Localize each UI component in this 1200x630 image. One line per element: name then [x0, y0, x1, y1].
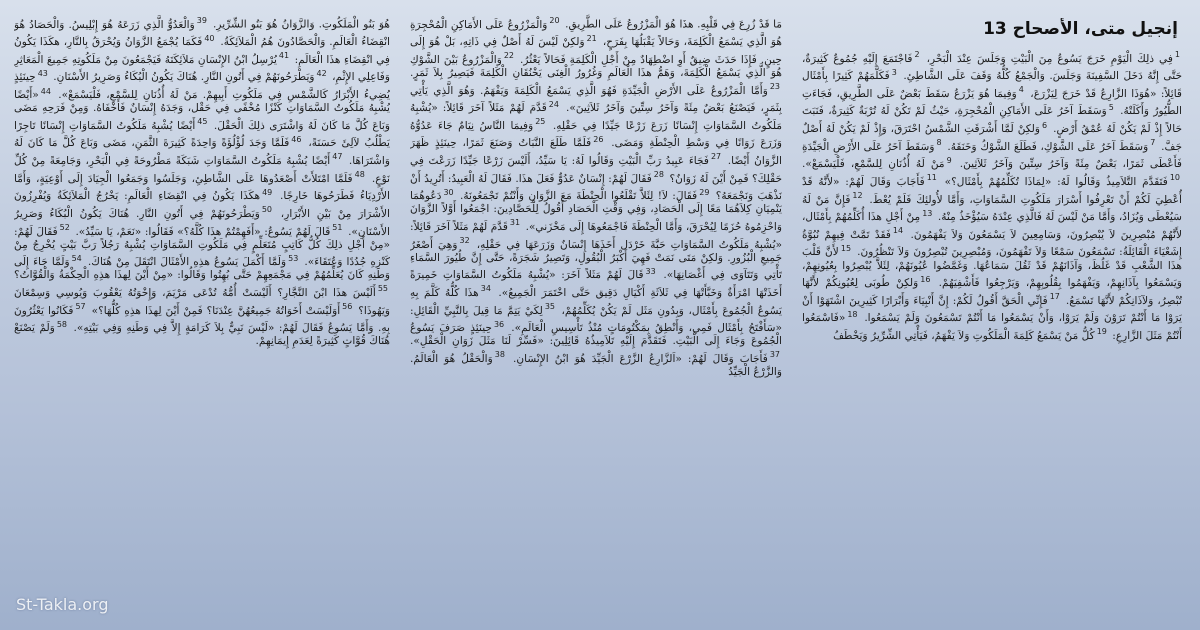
verse-text: فِي ذلِكَ الْيَوْمِ خَرَجَ يَسُوعُ مِنَ الْبَيْتِ وَجَلَسَ عِنْدَ الْبَحْرِ،: [921, 52, 1173, 65]
verse-number: 42: [316, 68, 327, 78]
verse-text: فَكَلَّمَهُمْ كَثِيرًا بِأَمْثَال قَائِلاً: «هُوَذَا الزَّارِعُ قَدْ خَرَجَ لِيَزْرَعَ،: [802, 70, 1182, 100]
verse-text: هُوَ بَنُو الْمَلَكُوتِ. وَالزَّوَانُ هُوَ بَنُو الشِّرِّيرِ.: [208, 18, 390, 31]
verse-text: لِكَيْ يَتِمَّ مَا قِيلَ بِالنَّبِيِّ الْقَائِلِ: «سَأَفْتَحُ بِأَمْثَال فَمِي، وَأَنْطِقُ بِمَكْتُومَاتٍ مُنْذُ تَأْسِيسِ الْعَالَمِ».: [410, 304, 782, 335]
verse-number: 58: [56, 319, 68, 329]
verse-number: 19: [1096, 327, 1107, 337]
verse-number: 26: [593, 134, 604, 144]
verse-text: وَسَقَطَ آخَرُ عَلَى الشَّوْكِ، فَطَلَعَ الشَّوْكُ وَخَنَقَهُ.: [943, 140, 1149, 153]
verse-text: قَدَّمَ لَهُمْ مَثَلاً آخَرَ قَائِلاً: «يُشْبِهُ مَلَكُوتُ السَّمَاوَاتِ حَبَّةَ خَرْدَل أَخَذَهَا إِنْسَانٌ وَزَرَعَهَا فِي حَقْلِهِ،: [410, 220, 782, 251]
verse: [943, 138, 1158, 153]
verse-text: فَإِنَّ مَنْ لَهُ سَيُعْطَى وَيُزَادُ، وَأَمَّا مَنْ لَيْسَ لَهُ فَالَّذِي عِنْدَهُ سَيُؤْخَذُ مِنْهُ.: [802, 193, 1182, 224]
verse-number: 10: [1169, 173, 1181, 183]
verse-text: «أَيْضًا يُشْبِهُ مَلَكُوتُ السَّمَاوَاتِ كَنْزًا مُخْفًى فِي حَقْل، وَجَدَهُ إِنْسَانٌ فَأَخْفَاهُ. وَمِنْ فَرَحِهِ مَضَى وَبَاعَ كُلَّ مَا كَانَ لَهُ وَاشْتَرَى ذلِكَ الْحَقْلَ.: [14, 89, 390, 132]
verse-number: 57: [75, 302, 86, 312]
verse-number: 5: [1108, 102, 1114, 112]
verse-text: كُلُّ مَنْ يَسْمَعُ كَلِمَةَ الْمَلَكُوتِ وَلاَ يَفْهَمُ، فَيَأْتِي الشِّرِّيرُ وَيَخْطَفُ: [833, 330, 1095, 342]
verse-number: 56: [342, 302, 353, 312]
verse-text: وَسَقَطَ آخَرُ عَلَى الأَرْضِ الْجَيِّدَةِ فَأَعْطَى ثَمَرًا، بَعْضٌ مِئَةً وَآخَرُ سِتِّينَ وَآخَرُ ثَلاَثِينَ.: [802, 140, 1182, 171]
verse-number: 34: [480, 284, 491, 294]
verse-text: وَلَمَّا أَكْمَلَ يَسُوعُ هذِهِ الأَمْثَالَ انْتَقَلَ مِنْ هُنَاكَ.: [83, 256, 287, 269]
site-watermark: St-Takla.org: [16, 595, 109, 614]
verse-text: فَكَانُوا يَعْثُرُونَ بِهِ. وَأَمَّا يَسُوعُ فَقَالَ لَهُمْ: «لَيْسَ نَبِيٌّ بِلاَ كَرَامَةٍ إِلاَّ فِي وَطَنِهِ وَفِي بَيْتِهِ».: [14, 304, 390, 335]
verse-number: 55: [377, 284, 388, 294]
verse-number: 49: [262, 187, 273, 197]
verse-text: وَالْمَزْرُوعُ عَلَى الأَمَاكِنِ الْمُحْجِرَةِ هُوَ الَّذِي يَسْمَعُ الْكَلِمَةَ، وَحَالاً يَقْبَلُهَا بِفَرَحٍ،: [410, 18, 782, 49]
verse-text: لأَنَّ قَلْبَ هذَا الشَّعْبِ قَدْ غَلُظَ، وَآذَانَهُمْ قَدْ ثَقُلَ سَمَاعُهَا. وَغَمَّضُوا عُيُونَهُمْ، لِئَلاَّ يُبْصِرُوا بِعُيُونِهِمْ، وَيَسْمَعُوا بِآذَانِهِمْ، وَيَفْهَمُوا بِقُلُوبِهِمْ، وَيَرْجِعُوا فَأَشْفِيَهُمْ.: [802, 246, 1182, 290]
verse-text: أَوَلَيْسَتْ أَخَوَاتُهُ جَمِيعُهُنَّ عِنْدَنَا؟ فَمِنْ أَيْنَ لِهذَا هذِهِ كُلُّهَا؟»: [87, 304, 341, 317]
verse-number: 9: [946, 155, 952, 165]
verse-number: 36: [493, 319, 505, 329]
verse-text: مَنْ لَهُ أُذُنَانِ لِلسَّمْعِ، فَلْيَسْمَعْ».: [802, 158, 945, 171]
verse: [71, 222, 345, 238]
verse-text: قَدَّمَ لَهُمْ مَثَلاً آخَرَ قَائِلاً: «يُشْبِهُ مَلَكُوتُ السَّمَاوَاتِ إِنْسَانًا زَرَعَ زَرْعًا جَيِّدًا فِي حَقْلِهِ.: [410, 102, 782, 132]
verse-text: حِينَئِذٍ صَرَفَ يَسُوعُ الْجُمُوعَ وَجَاءَ إِلَى الْبَيْتِ. فَتَقَدَّمَ إِلَيْهِ تَلاَمِيذُهُ قَائِلِينَ: «فَسِّرْ لَنَا مَثَلَ زَوَانِ الْحَقْلِ».: [410, 322, 782, 348]
verse-number: 54: [71, 253, 82, 263]
verse-number: 18: [847, 309, 858, 319]
verse-number: 11: [926, 173, 937, 183]
verse-number: 48: [354, 170, 365, 180]
verse-text: هكَذَا يَكُونُ فِي انْقِضَاءِ الْعَالَمِ: يَخْرُجُ الْمَلاَئِكَةُ وَيُفْرِزُونَ الأَشْرَارَ مِنْ بَيْنِ الأَبْرَارِ،: [14, 190, 390, 220]
verse-number: 1: [1174, 50, 1181, 59]
verse-number: 24: [548, 99, 559, 109]
verse-number: 4: [1018, 85, 1024, 95]
column-text: [410, 14, 782, 379]
verse-number: 44: [40, 86, 51, 96]
verse-text: وَلكِنْ طُوبَى لِعُيُونِكُمْ لأَنَّهَا تُبْصِرُ، وَلآذَانِكُمْ لأَنَّهَا تَسْمَعُ.: [802, 277, 1182, 307]
verse-text: وَالْعَدُوُّ الَّذِي زَرَعَهُ هُوَ إِبْلِيسُ. وَالْحَصَادُ هُوَ انْقِضَاءُ الْعَالَمِ. وَالْحَصَّادُونَ هُمُ الْمَلاَئِكَةُ.: [14, 18, 390, 49]
verse-number: 35: [544, 302, 555, 312]
verse-text: قَالَ لَهُمْ مَثَلاً آخَرَ: «يُشْبِهُ مَلَكُوتُ السَّمَاوَاتِ خَمِيرَةً أَخَذَتْهَا امْرَأَةٌ وَخَبَّأَتْهَا فِي ثَلاَثَةِ أَكْيَالِ دَقِيق حَتَّى اخْتَمَرَ الْجَمِيعُ».: [410, 269, 782, 299]
verse-number: 31: [509, 218, 521, 228]
verse-text: أَلَيْسَ هذَا ابْنَ النَّجَّارِ؟ أَلَيْسَتْ أُمُّهُ تُدْعَى مَرْيَمَ، وَإِخْوَتُهُ يَعْقُوبَ وَيُوسِي وَسِمْعَانَ وَيَهُوذَا؟: [14, 286, 390, 317]
verse-text: وَيَطْرَحُونَهُمْ فِي أَتُونِ النَّارِ. هُنَاكَ يَكُونُ الْبُكَاءُ وَصَرِيرُ الأَسْنَانِ.: [49, 71, 315, 84]
verse-number: 40: [204, 33, 215, 43]
verse-text: فَقَالَ لَهُمْ: إِنْسَانٌ عَدُوٌّ فَعَلَ هذَا. فَقَالَ لَهُ الْعَبِيدُ: أَتُرِيدُ أَنْ نَذْهَبَ وَنَجْمَعَهُ؟: [410, 172, 782, 203]
verse-text: فَقَالَ لَهُمْ: «مِنْ أَجْلِ ذلِكَ كُلُّ كَاتِبٍ مُتَعَلِّمٍ فِي مَلَكُوتِ السَّمَاوَاتِ يُشْبِهُ رَجُلاً رَبَّ بَيْتٍ يُخْرِجُ مِنْ كَنْزِهِ جُدُدًا وَعُتَقَاءَ».: [14, 225, 390, 269]
verse: [833, 327, 1109, 342]
verse-number: 46: [291, 134, 302, 144]
verse-number: 41: [278, 51, 290, 61]
column-text: [14, 14, 390, 348]
verse: [87, 302, 355, 317]
verse-text: قَالَ لَهُمْ يَسُوعُ: «أَفَهِمْتُمْ هذَا كُلَّهُ؟» فَقَالُوا: «نَعَمْ، يَا سَيِّدُ».: [71, 225, 331, 238]
verse-number: 14: [892, 226, 904, 236]
verse-text: أَيْضًا يُشْبِهُ مَلَكُوتُ السَّمَاوَاتِ شَبَكَةً مَطْرُوحَةً فِي الْبَحْرِ، وَجَامِعَةً مِنْ كُلِّ نَوْعٍ.: [14, 155, 390, 185]
verse-number: 32: [459, 236, 470, 246]
verse-text: وَالْحَقْلُ هُوَ الْعَالَمُ. وَالزَّرْعُ الْجَيِّدُ: [410, 352, 782, 378]
verse-text: فَتَقَدَّمَ التَّلاَمِيذُ وَقَالُوا لَهُ: «لِمَاذَا تُكَلِّمُهُمْ بِأَمْثَال؟»: [938, 175, 1168, 188]
verse-number: 30: [443, 187, 454, 197]
verse: [802, 155, 954, 171]
verse-number: 53: [288, 253, 299, 263]
verse-text: دَعُوهُمَا يَنْمِيَانِ كِلاَهُمَا مَعًا إِلَى الْحَصَادِ، وَفِي وَقْتِ الْحَصَادِ أَقُولُ لِلْحَصَّادِينَ: اجْمَعُوا أَوَّلاً الزَّوَانَ وَاحْزِمُوهُ حُزَمًا لِيُحْرَقَ، وَأَمَّا الْحِنْطَةَ فَاجْمَعُوهَا إِلَى مَخْزَني».: [410, 190, 782, 233]
text-column-left: [14, 14, 390, 622]
verse-number: 15: [840, 243, 852, 253]
verse-text: هذَا كُلُّهُ كَلَّمَ بِهِ يَسُوعُ الْجُمُوعَ بِأَمْثَال، وَبِدُونِ مَثَل لَمْ يَكُنْ يُكَلِّمُهُمْ،: [410, 286, 782, 317]
verse-text: فَلَمَّا وَجَدَ لُؤْلُؤَةً وَاحِدَةً كَثِيرَةَ الثَّمَنِ، مَضَى وَبَاعَ كُلَّ مَا كَانَ لَهُ وَاشْتَرَاهَا.: [14, 137, 390, 167]
verse-text: وَهِيَ أَصْغَرُ جَمِيعِ الْبُزُورِ. وَلكِنْ مَتَى نَمَتْ فَهِيَ أَكْبَرُ الْبُقُولِ، وَتَصِيرُ شَجَرَةً، حَتَّى إِنَّ طُيُورَ السَّمَاءِ تَأْتِي وَتَتَآوَى فِي أَغْصَانِهَا».: [410, 238, 782, 282]
verse: [455, 187, 712, 203]
verse-text: فَأَجَابَ وَقَالَ لَهُمْ: «لأَنَّهُ قَدْ أُعْطِيَ لَكُمْ أَنْ تَعْرِفُوا أَسْرَارَ مَلَكُوتِ السَّمَاوَاتِ، وَأَمَّا لأُولئِكَ فَلَمْ يُعْطَ.: [802, 175, 1182, 206]
column-text: [802, 48, 1182, 343]
verse-number: 52: [59, 222, 70, 232]
verse-text: وَلَمَّا جَاءَ إِلَى وَطَنِهِ كَانَ يُعَلِّمُهُمْ فِي مَجْمَعِهِمْ حَتَّى بُهِتُوا وَقَالُوا: «مِنْ أَيْنَ لِهذَا هذِهِ الْحِكْمَةُ وَالْقُوَّاتُ؟: [14, 256, 390, 282]
text-column-right: [802, 18, 1182, 622]
verse: [209, 19, 390, 31]
verse-text: «فَاسْمَعُوا أَنْتُمْ مَثَلَ الزَّارِعِ:: [802, 312, 1182, 342]
text-column-middle: [410, 14, 782, 622]
verse-text: فَقَدْ تَمَّتْ فِيهِمْ نُبُوَّةُ إِشَعْيَاءَ الْقَائِلَةُ: تَسْمَعُونَ سَمْعًا وَلاَ تَفْهَمُونَ، وَمُبْصِرِينَ تُبْصِرُونَ وَلاَ تَنْظُرُونَ.: [802, 228, 1182, 259]
verse-text: وَلكِنْ لَيْسَ لَهُ أَصْلٌ فِي ذَاتِهِ، بَلْ هُوَ إِلَى حِينٍ. فَإِذَا حَدَثَ ضِيقٌ أَوِ اضْطِهَادٌ مِنْ أَجْلِ الْكَلِمَةِ فَحَالاً يَعْثُرُ.: [410, 36, 782, 66]
verse-number: 43: [37, 68, 48, 78]
verse-number: 21: [586, 33, 597, 43]
verse-number: 37: [769, 350, 780, 360]
verse-text: وَسَقَطَ آخَرُ عَلَى الأَمَاكِنِ الْمُحْجِرَةِ، حَيْثُ لَمْ تَكُنْ لَهُ تُرْبَةٌ كَثِيرَةٌ، فَنَبَتَ حَالاً إِذْ لَمْ يَكُنْ لَهُ عُمْقُ أَرْضٍ.: [802, 105, 1182, 136]
verse-number: 22: [503, 51, 515, 61]
verse-text: يُرْسِلُ ابْنُ الإِنْسَانِ مَلاَئِكَتَهُ فَيَجْمَعُونَ مِنْ مَلَكُوتِهِ جَمِيعَ الْمَعَاثِرِ وَفَاعِلِي الإِثْمِ،: [14, 53, 390, 84]
verse-number: 8: [936, 138, 942, 148]
verse: [506, 350, 782, 365]
verse-text: فَاجْتَمَعَ إِلَيْهِ جُمُوعٌ كَثِيرَةٌ، حَتَّى إِنَّهُ دَخَلَ السَّفِينَةَ وَجَلَسَ. وَالْجَمْعُ كُلُّهُ وَقَفَ عَلَى الشَّاطِئِ.: [802, 52, 1182, 83]
verse-number: 33: [645, 266, 656, 276]
verse-text: وَلكِنْ لَمَّا أَشْرَقَتِ الشَّمْسُ احْتَرَقَ، وَإِذْ لَمْ يَكُنْ لَهُ أَصْلٌ جَفَّ.: [802, 123, 1182, 153]
verse-text: فَإِنِّي الْحَقَّ أَقُولُ لَكُمْ: إِنَّ أَنْبِيَاءَ وَأَبْرَارًا كَثِيرِينَ اشْتَهَوْا أَنْ يَرَوْا مَا أَنْتُمْ تَرَوْنَ وَلَمْ يَرَوْا، وَأَنْ يَسْمَعُوا مَا أَنْتُمْ تَسْمَعُونَ وَلَمْ يَسْمَعُوا.: [802, 294, 1182, 325]
verse-number: 17: [1049, 292, 1060, 302]
verse: [49, 68, 329, 84]
verse-text: فَلَمَّا طَلَعَ النَّبَاتُ وَصَنَعَ ثَمَرًا، حِينَئِذٍ ظَهَرَ الزَّوَانُ أَيْضًا.: [410, 137, 782, 167]
verse: [921, 50, 1182, 65]
verse-text: فَلَمَّا امْتَلأَتْ أَصْعَدُوهَا عَلَى الشَّاطِئِ، وَجَلَسُوا وَجَمَعُوا الْجِيَادَ إِلَى أَوْعِيَةٍ، وَأَمَّا الأَرْدِيَاءُ فَطَرَحُوهَا خَارِجًا.: [14, 172, 390, 203]
verse: [562, 19, 782, 31]
verse-number: 12: [852, 191, 863, 200]
verse: [938, 173, 1182, 188]
verse-number: 45: [197, 117, 208, 127]
verse-number: 3: [891, 67, 897, 77]
verse-number: 39: [196, 16, 207, 25]
verse-text: مَا قَدْ زُرِعَ فِي قَلْبِهِ. هذَا هُوَ الْمَزْرُوعُ عَلَى الطَّرِيقِ.: [561, 18, 782, 31]
verse-text: أَيْضًا يُشْبِهُ مَلَكُوتُ السَّمَاوَاتِ إِنْسَانًا تَاجِرًا يَطْلُبُ لآلِئَ حَسَنَةً،: [14, 119, 390, 150]
verse-number: 25: [535, 117, 546, 127]
verse-number: 6: [1042, 120, 1048, 130]
verse-number: 38: [494, 350, 505, 360]
verse-text: وَفِيمَا النَّاسُ نِيَامٌ جَاءَ عَدُوُّهُ وَزَرَعَ زَوَانًا فِي وَسْطِ الْحِنْطَةِ وَمَضَى.: [410, 119, 782, 150]
verse-number: 7: [1150, 138, 1156, 148]
verse-text: وَالْمَزْرُوعُ بَيْنَ الشَّوْكِ هُوَ الَّذِي يَسْمَعُ الْكَلِمَةَ، وَهَمُّ هذَا الْعَالَمِ وَغُرُورُ الْغِنَى يَخْنُقَانِ الْكَلِمَةَ فَيَصِيرُ بِلاَ ثَمَرٍ.: [410, 53, 782, 79]
verse-text: وَلَمْ يَصْنَعْ هُنَاكَ قُوَّاتٍ كَثِيرَةً لِعَدَمِ إِيمَانِهِمْ.: [14, 322, 390, 348]
verse-text: فَجَاءَ عَبِيدُ رَبِّ الْبَيْتِ وَقَالُوا لَهُ: يَا سَيِّدُ، أَلَيْسَ زَرْعًا جَيِّدًا زَرَعْتَ فِي حَقْلِكَ؟ فَمِنْ أَيْنَ لَهُ زَوَانٌ؟: [410, 155, 782, 185]
verse: [83, 253, 301, 269]
verse-number: 2: [914, 50, 920, 59]
verse-number: 13: [922, 208, 933, 218]
verse-text: وَأَمَّا الْمَزْرُوعُ عَلَى الأَرْضِ الْجَيِّدَةِ فَهُوَ الَّذِي يَسْمَعُ الْكَلِمَةَ وَيَفْهَمُ. وَهُوَ الَّذِي يَأْتِي بِثَمَرٍ، فَيَصْنَعُ بَعْضٌ مِئَةً وَآخَرُ سِتِّينَ وَآخَرُ ثَلاَثِينَ».: [410, 84, 782, 115]
verse-text: مِنْ أَجْلِ هذَا أُكَلِّمُهُمْ بِأَمْثَال، لأَنَّهُمْ مُبْصِرِينَ لاَ يُبْصِرُونَ، وَسَامِعِينَ لاَ يَسْمَعُونَ وَلاَ يَفْهَمُونَ.: [802, 211, 1182, 241]
verse-number: 16: [920, 274, 931, 284]
verse-number: 29: [699, 187, 710, 197]
verse-number: 50: [261, 205, 273, 215]
verse-text: فَقَالَ: لاَ! لِئَلاَّ تَقْلَعُوا الْحِنْطَةَ مَعَ الزَّوَانِ وَأَنْتُمْ تَجْمَعُونَهُ.: [455, 190, 698, 203]
verse-text: وَفِيمَا هُوَ يَزْرَعُ سَقَطَ بَعْضٌ عَلَى الطَّرِيقِ، فَجَاءَتِ الطُّيُورُ وَأَكَلَتْهُ.: [802, 87, 1182, 118]
verse-number: 20: [549, 16, 560, 25]
verse-number: 27: [710, 152, 722, 162]
verse-number: 23: [769, 81, 780, 91]
verse-number: 28: [653, 170, 664, 180]
verse-text: وَيَطْرَحُونَهُمْ فِي أَتُونِ النَّارِ. هُنَاكَ يَكُونُ الْبُكَاءُ وَصَرِيرُ الأَسْنَانِ».: [14, 207, 390, 238]
verse-text: فَكَمَا يُجْمَعُ الزَّوَانُ وَيُحْرَقُ بِالنَّارِ، هكَذَا يَكُونُ فِي انْقِضَاءِ هذَا الْعَالَمِ:: [14, 36, 390, 66]
verse-number: 47: [332, 152, 343, 162]
chapter-title: إنجيل متى، الأصحاح 13: [983, 19, 1178, 39]
verse-number: 51: [332, 222, 343, 232]
verse-text: فَأَجَابَ وَقَالَ لَهُمْ: «اَلزَّارِعُ الزَّرْعَ الْجَيِّدَ هُوَ ابْنُ الإِنْسَانِ.: [506, 352, 768, 365]
verse-text: حِينَئِذٍ يُضِيءُ الأَبْرَارُ كَالشَّمْسِ فِي مَلَكُوتِ أَبِيهِمْ. مَنْ لَهُ أُذُنَانِ لِلسَّمْعِ، فَلْيَسْمَعْ».: [14, 71, 390, 102]
